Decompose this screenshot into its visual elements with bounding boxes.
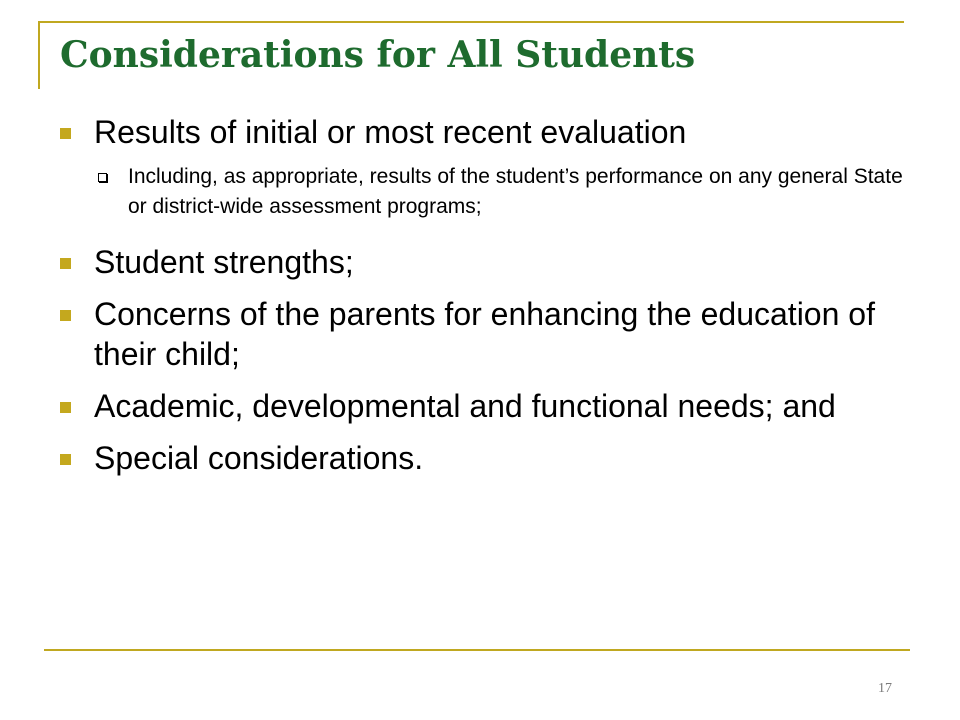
left-rule [38, 21, 40, 89]
square-bullet-icon [60, 402, 71, 413]
bullet-text: Concerns of the parents for enhancing the education of their child; [94, 296, 875, 372]
square-bullet-icon [60, 310, 71, 321]
bullet-item-special-considerations [58, 438, 918, 478]
top-rule [38, 21, 904, 23]
square-bullet-icon [60, 258, 71, 269]
square-bullet-icon [60, 454, 71, 465]
bullet-text: Academic, developmental and functional needs; and [94, 388, 836, 424]
sub-bullet-item-assessment [94, 162, 918, 222]
bullet-item-strengths [58, 242, 918, 282]
hollow-square-bullet-icon [98, 173, 107, 182]
bullet-item-evaluation [58, 112, 918, 152]
bottom-rule [44, 649, 910, 651]
square-bullet-icon [60, 128, 71, 139]
sub-bullet-text: Including, as appropriate, results of the student’s performance on any general State or district-wide assessment programs; [128, 165, 903, 218]
slide-title: Considerations for All Students [60, 34, 696, 76]
page-number: 17 [878, 681, 892, 696]
bullet-list [58, 112, 918, 490]
bullet-text: Student strengths; [94, 244, 354, 280]
bullet-item-parent-concerns [58, 294, 918, 374]
bullet-item-needs [58, 386, 918, 426]
bullet-text: Special considerations. [94, 440, 424, 476]
bullet-text: Results of initial or most recent evaluation [94, 114, 687, 150]
